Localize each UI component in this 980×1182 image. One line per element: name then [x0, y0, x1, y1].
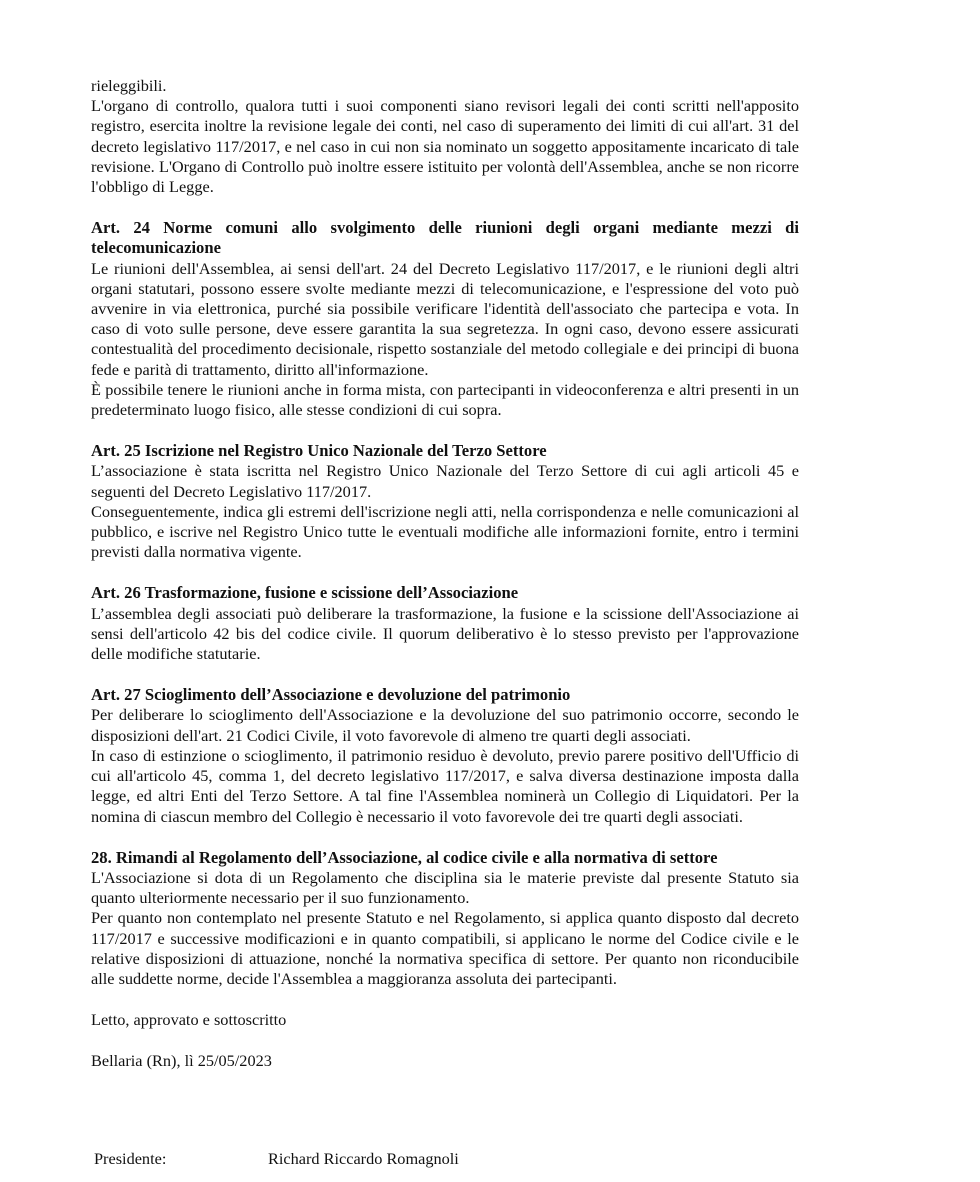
- paragraph: Per quanto non contemplato nel presente Statuto e nel Regolamento, si applica quanto disposto dal decreto 117/2017 e successive modificazioni e in quanto compatibili, si applicano le norme del Codice civile e le relative disposizioni di attuazione, nonché la normativa specifica di settore. Per quanto non riconducibile alle suddette norme, decide l'Assemblea a maggioranza assoluta dei partecipanti.: [91, 908, 799, 988]
- paragraph: L’associazione è stata iscritta nel Registro Unico Nazionale del Terzo Settore di cui agli articoli 45 e seguenti del Decreto Legislativo 117/2017.: [91, 461, 799, 501]
- paragraph: Le riunioni dell'Assemblea, ai sensi dell'art. 24 del Decreto Legislativo 117/2017, e le riunioni degli altri organi statutari, possono essere svolte mediante mezzi di telecomunicazione, e l'espressione del voto può avvenire in via elettronica, purché sia possibile verificare l'identità dell'associato che partecipa e vota. In caso di voto sulle persone, deve essere garantita la sua segretezza. In ogni caso, devono essere assicurati contestualità del procedimento decisionale, rispetto sostanziale del metodo collegiale e dei principi di buona fede e parità di trattamento, diritto all'informazione.: [91, 258, 799, 379]
- signature-role-label: Presidente:: [94, 1149, 167, 1168]
- paragraph: È possibile tenere le riunioni anche in forma mista, con partecipanti in videoconferenza e altri presenti in un predeterminato luogo fisico, alle stesse condizioni di cui sopra.: [91, 379, 799, 420]
- article-28-heading: 28. Rimandi al Regolamento dell’Associazione, al codice civile e alla normativa di settore: [91, 847, 718, 867]
- article-25-heading: Art. 25 Iscrizione nel Registro Unico Nazionale del Terzo Settore: [91, 441, 547, 461]
- place-and-date: Bellaria (Rn), lì 25/05/2023: [91, 1051, 272, 1071]
- signer-name: Richard Riccardo Romagnoli: [268, 1149, 459, 1168]
- document-body: [91, 76, 799, 1072]
- paragraph: L'Associazione si dota di un Regolamento che disciplina sia le materie previste dal presente Statuto sia quanto ulteriormente necessario per il suo funzionamento.: [91, 867, 799, 908]
- paragraph: Conseguentemente, indica gli estremi dell'iscrizione negli atti, nella corrispondenza e nelle comunicazioni al pubblico, e iscrive nel Registro Unico tutte le eventuali modifiche alle informazioni fornite, entro i termini previsti dalla normativa vigente.: [91, 501, 799, 562]
- paragraph: In caso di estinzione o scioglimento, il patrimonio residuo è devoluto, previo parere positivo dell'Ufficio di cui all'articolo 45, comma 1, del decreto legislativo 117/2017, e salva diversa destinazione imposta dalla legge, ed altri Enti del Terzo Settore. A tal fine l'Assemblea nominerà un Collegio di Liquidatori. Per la nomina di ciascun membro del Collegio è necessario il voto favorevole dei tre quarti degli associati.: [91, 745, 799, 826]
- article-27-heading: Art. 27 Scioglimento dell’Associazione e devoluzione del patrimonio: [91, 685, 571, 705]
- approval-statement: Letto, approvato e sottoscritto: [91, 1010, 287, 1030]
- paragraph: rieleggibili.: [91, 76, 167, 95]
- article-24-heading: Art. 24 Norme comuni allo svolgimento delle riunioni degli organi mediante mezzi di telecomunicazione: [91, 218, 799, 258]
- paragraph: Per deliberare lo scioglimento dell'Associazione e la devoluzione del suo patrimonio occorre, secondo le disposizioni dell'art. 21 Codici Civile, il voto favorevole di almeno tre quarti degli associati.: [91, 705, 799, 745]
- article-26-heading: Art. 26 Trasformazione, fusione e scissione dell’Associazione: [91, 583, 519, 603]
- paragraph: L'organo di controllo, qualora tutti i suoi componenti siano revisori legali dei conti scritti nell'apposito registro, esercita inoltre la revisione legale dei conti, nel caso di superamento dei limiti di cui all'art. 31 del decreto legislativo 117/2017, e nel caso in cui non sia nominato un soggetto appositamente incaricato di tale revisione. L'Organo di Controllo può inoltre essere istituito per volontà dell'Assemblea, anche se non ricorre l'obbligo di Legge.: [91, 96, 799, 197]
- paragraph: L’assemblea degli associati può deliberare la trasformazione, la fusione e la scissione dell'Associazione ai sensi dell'articolo 42 bis del codice civile. Il quorum deliberativo è lo stesso previsto per l'approvazione delle modifiche statutarie.: [91, 603, 799, 664]
